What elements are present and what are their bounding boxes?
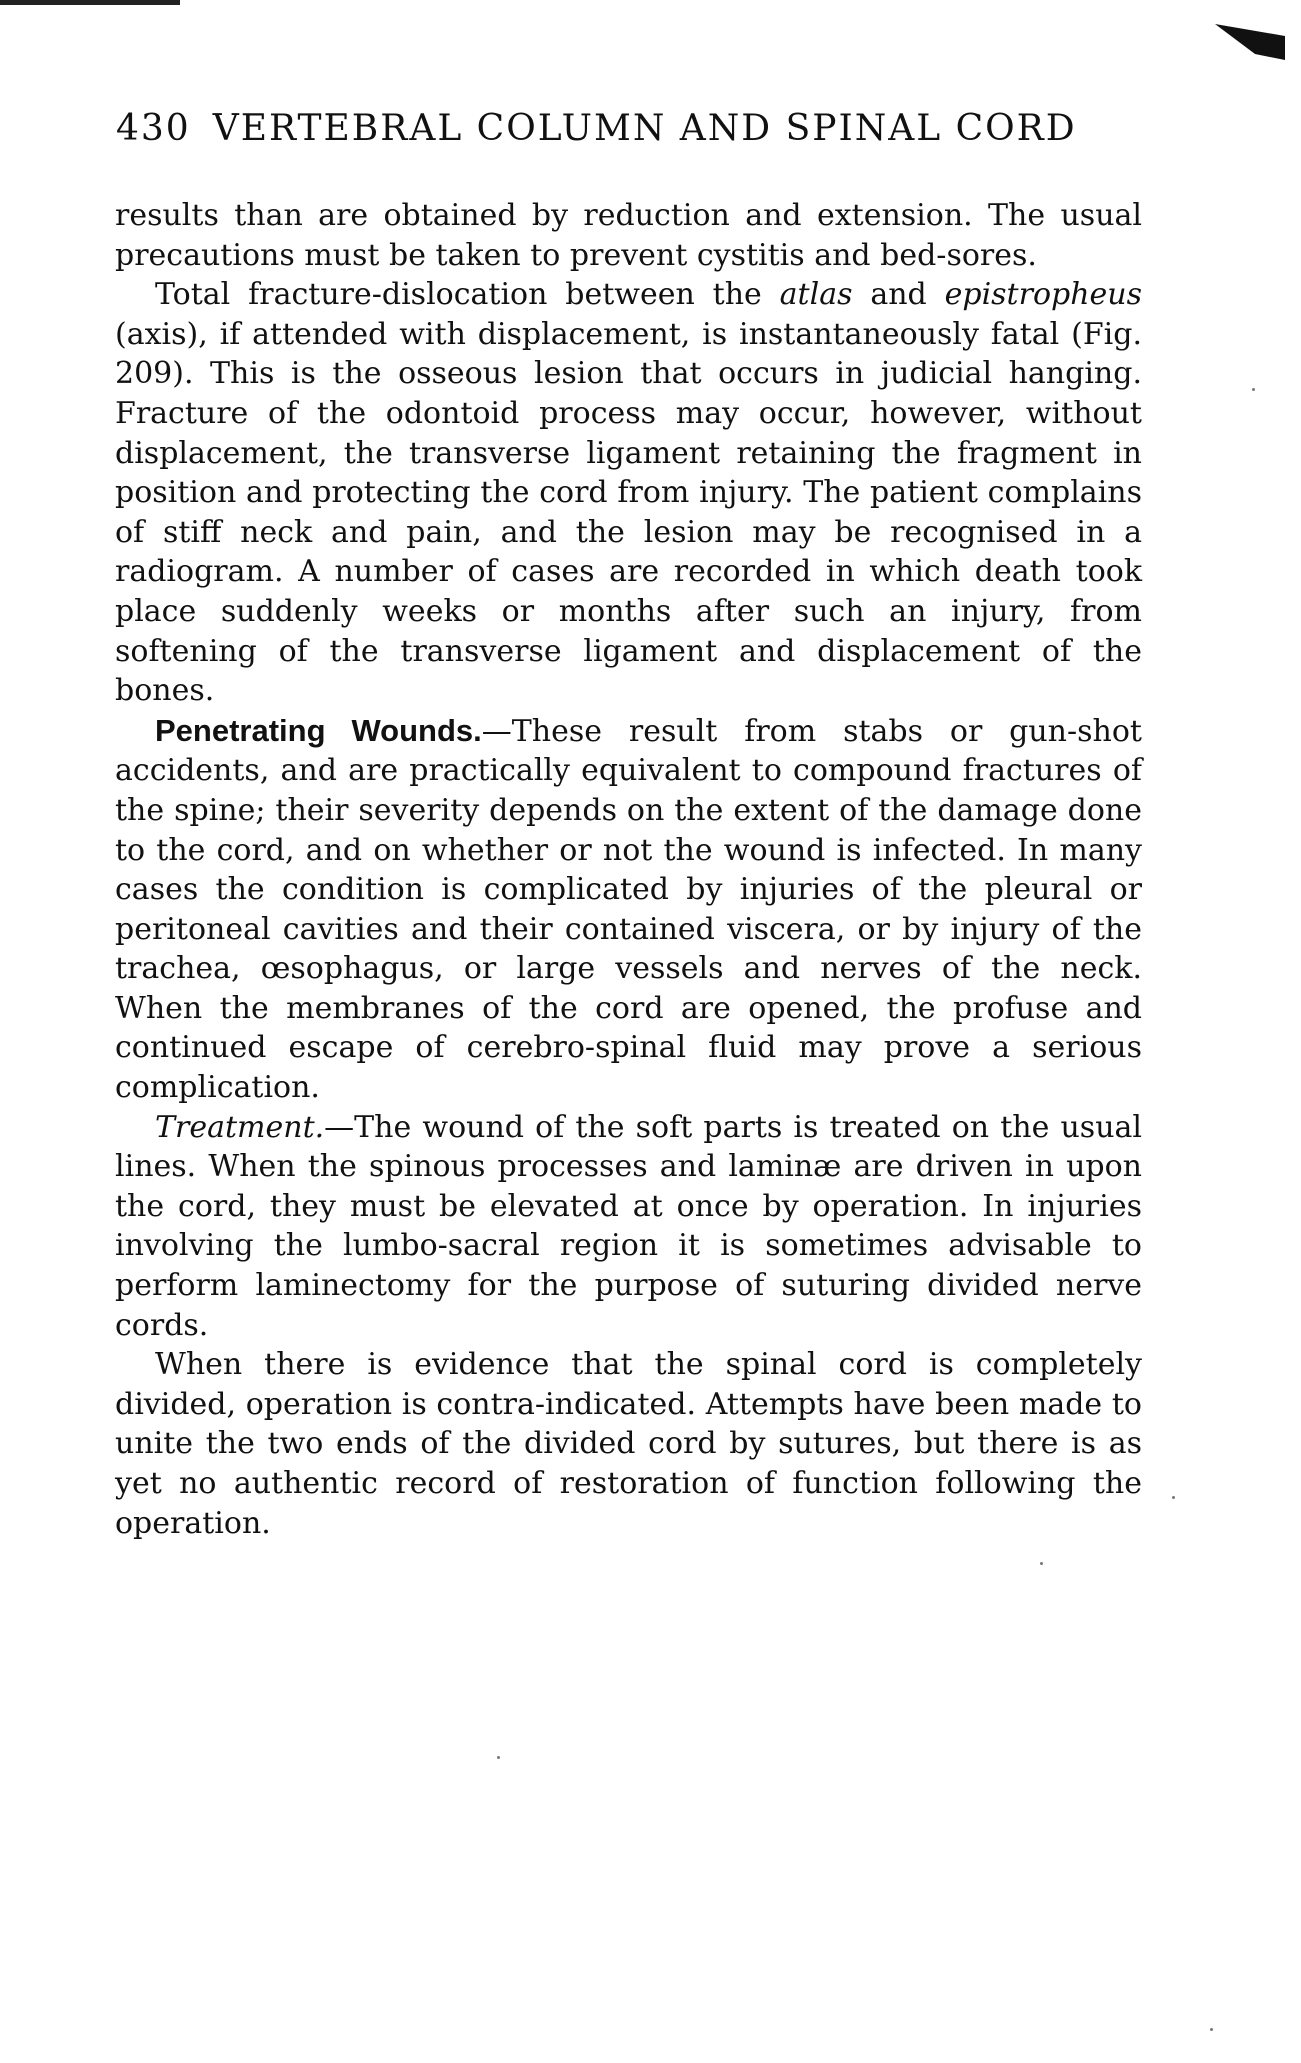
paragraph-penetrating-wounds: Penetrating Wounds.—These result from stabs or gun-shot accidents, and are practically equivalent to compound fractures of the spine; their severity depends on the extent of the damage done to the cord, and on whether or not the wound is infected. In many cases the condition is complicated by injuries of the pleural or peritoneal cavities and their contained viscera, or by injury of the trachea, œsophagus, or large vessels and nerves of the neck. When the membranes of the cord are opened, the profuse and continued escape of cerebro-spinal fluid may prove a serious complication. bbox=[115, 712, 1142, 1106]
corner-tab-mark bbox=[1215, 24, 1285, 60]
page-number: 430 bbox=[116, 108, 191, 149]
paragraph-continuation: results than are obtained by reduction and extension. The usual precautions must be taken to prevent cystitis and bed-sores. bbox=[115, 198, 1142, 273]
scan-speck bbox=[1040, 1562, 1043, 1565]
body-text bbox=[115, 196, 1142, 1543]
scan-speck bbox=[497, 1756, 500, 1759]
scan-speck bbox=[1172, 1496, 1175, 1499]
paragraph-treatment: Treatment.—The wound of the soft parts is treated on the usual lines. When the spinous processes and laminæ are driven in upon the cord, they must be elevated at once by operation. In injuries involving the lumbo-sacral region it is sometimes advisable to perform laminectomy for the purpose of suturing divided nerve cords. bbox=[115, 1109, 1142, 1343]
scan-speck bbox=[1210, 2028, 1213, 2031]
term-atlas: atlas bbox=[779, 277, 853, 313]
section-heading-penetrating-wounds: Penetrating Wounds. bbox=[155, 712, 482, 748]
scan-edge-mark bbox=[0, 0, 180, 5]
paragraph-divided-cord: When there is evidence that the spinal cord is completely divided, operation is contra-indicated. Attempts have been made to unite the two ends of the divided cord by sutures, but there is as yet no authentic record of restoration of function following the operation. bbox=[115, 1347, 1142, 1541]
term-epistropheus: epistropheus bbox=[944, 277, 1143, 313]
paragraph-atlas-fracture: Total fracture-dislocation between the atlas and epistropheus (axis), if attended with displacement, is instantaneously fatal (Fig. 209). This is the osseous lesion that occurs in judicial hanging. Fracture of the odontoid process may occur, however, without displacement, the transverse ligament retaining the fragment in position and protecting the cord from injury. The patient complains of stiff neck and pain, and the lesion may be recognised in a radiogram. A number of cases are recorded in which death took place suddenly weeks or months after such an injury, from softening of the transverse ligament and displacement of the bones. bbox=[115, 277, 1143, 709]
section-heading-treatment: Treatment. bbox=[155, 1109, 325, 1145]
running-title: VERTEBRAL COLUMN AND SPINAL CORD bbox=[212, 108, 1077, 149]
scan-speck bbox=[1252, 388, 1255, 391]
running-header bbox=[116, 108, 1136, 149]
